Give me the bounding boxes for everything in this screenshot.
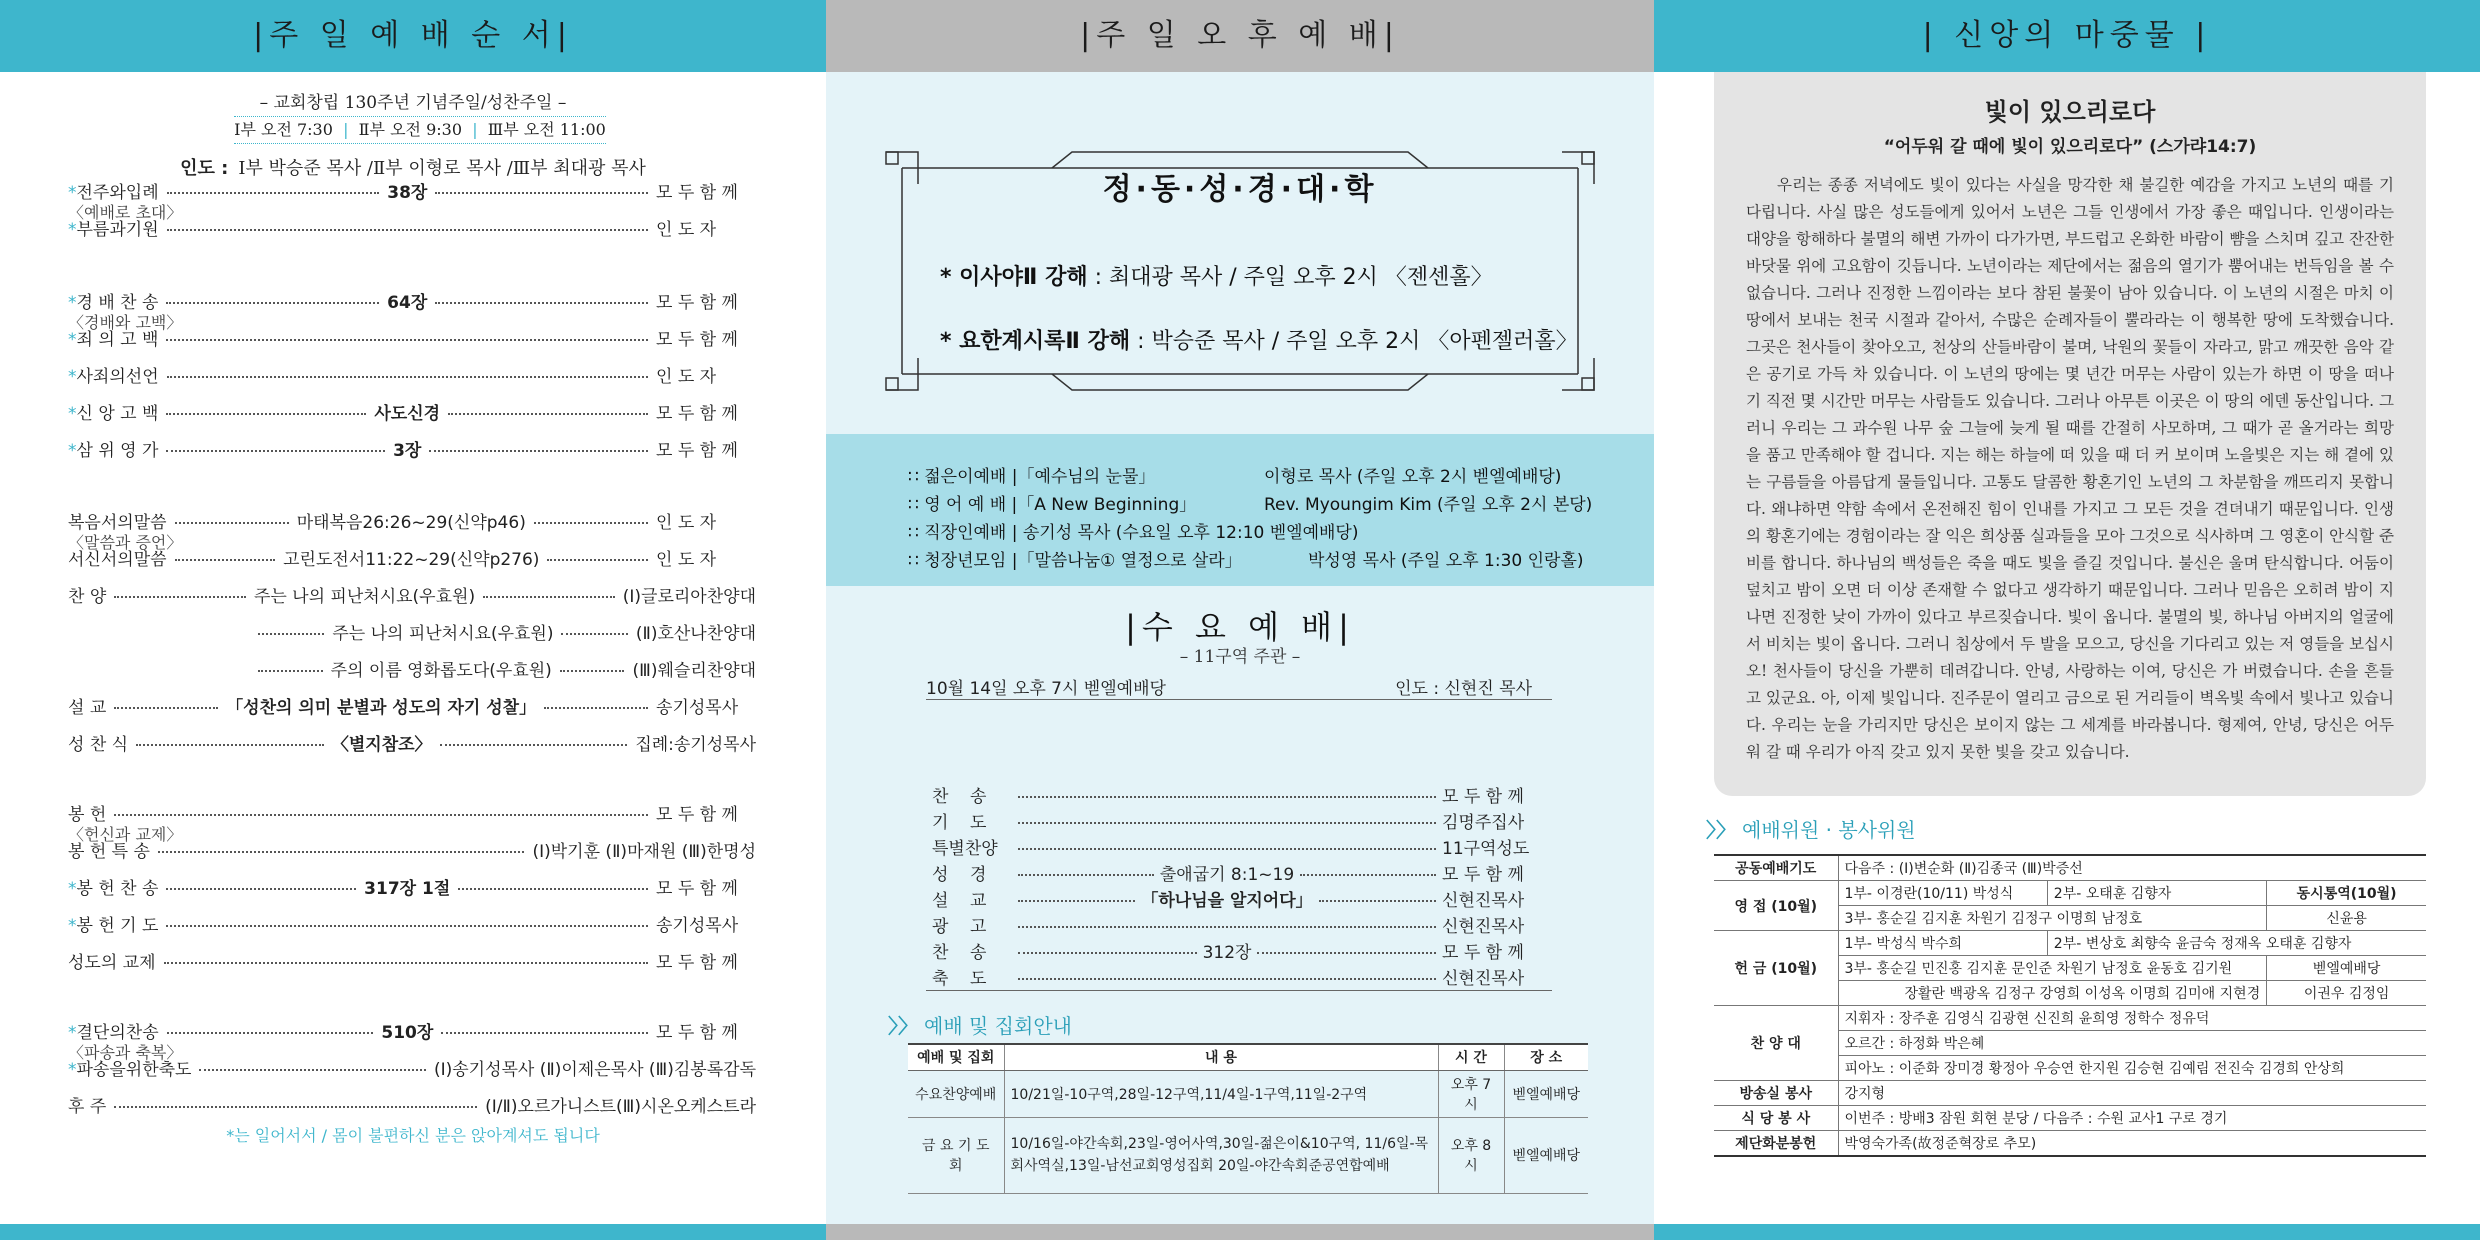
leader-dots	[441, 1032, 648, 1034]
order-row	[250, 655, 756, 681]
order-responsible: 모 두 함 께	[656, 1022, 738, 1043]
order-label-text: 복음서의말씀	[68, 512, 167, 533]
table-row	[1714, 1131, 2426, 1157]
order-label	[68, 582, 106, 607]
lecture-isaiah	[940, 260, 1493, 291]
leader-dots	[164, 962, 648, 964]
leader-dots	[258, 670, 323, 672]
wednesday-label: 찬 송	[932, 786, 987, 807]
leader-dots	[1300, 874, 1436, 876]
col-header: 시 간	[1438, 1044, 1504, 1070]
worship-order-header: |주 일 예 배 순 서|	[0, 0, 826, 72]
table-cell: 지휘자 : 장주훈 김영식 김광현 신진희 윤희영 정학수 정유덕	[1838, 1006, 2426, 1031]
leader-dots	[1257, 952, 1436, 954]
order-label-text: 사죄의선언	[76, 366, 159, 387]
band-lead: ∷ 직장인예배 | 송기성 목사 (수요일 오후 12:10 벧엘예배당)	[908, 523, 1359, 543]
standing-marker: *	[68, 1022, 77, 1043]
wednesday-responsible: 신현진목사	[1442, 916, 1525, 937]
leader-dots	[114, 1106, 477, 1108]
order-row	[68, 947, 756, 973]
order-label-text: 봉 헌 특 송	[68, 841, 150, 862]
band-right: Rev. Myoungim Kim (주일 오후 2시 본당)	[1264, 495, 1593, 515]
row-header: 헌 금 (10월)	[1714, 931, 1838, 1006]
standing-marker: *	[68, 219, 77, 240]
order-content: 주의 이름 영화롭도다(우효원)	[330, 660, 552, 681]
order-content: 마태복음26:26~29(신약p46)	[296, 512, 526, 533]
wednesday-service-sub: – 11구역 주관 –	[1179, 647, 1301, 667]
order-content: 317장 1절	[364, 878, 451, 899]
wednesday-responsible: 모 두 함 께	[1442, 864, 1524, 885]
lecture-isaiah-title: * 이사야Ⅱ 강해	[940, 265, 1088, 290]
order-content: 〈별지참조〉	[331, 734, 432, 755]
leader-dots	[1018, 900, 1135, 902]
row-header: 영 접 (10월)	[1714, 881, 1838, 931]
band-line	[908, 490, 1593, 515]
footer-bar	[1654, 1224, 2480, 1240]
band-lead: ∷ 영 어 예 배 |「A New Beginning」	[908, 495, 1197, 515]
meeting-table-header	[908, 1044, 1588, 1070]
standing-marker: *	[68, 878, 77, 899]
standing-marker: *	[68, 403, 77, 424]
leader-dots	[534, 522, 648, 524]
lecture-revelation-title: * 요한계시록Ⅱ 강해	[940, 329, 1131, 354]
row-header: 방송실 봉사	[1714, 1081, 1838, 1106]
order-row	[68, 507, 756, 533]
wednesday-row	[932, 782, 1546, 806]
table-row	[1714, 855, 2426, 881]
order-content: 38장	[387, 182, 428, 203]
order-label	[68, 508, 167, 533]
table-row	[908, 1070, 1588, 1117]
leader-dots	[166, 339, 648, 341]
row-header: 찬 양 대	[1714, 1006, 1838, 1081]
standing-marker: *	[68, 329, 77, 350]
service-time-1: Ⅰ부 오전 7:30	[234, 120, 333, 139]
wednesday-row	[932, 834, 1546, 858]
leader-dots	[561, 633, 627, 635]
table-row	[1714, 1106, 2426, 1131]
order-label	[68, 178, 159, 203]
leader-dots	[166, 888, 356, 890]
order-row	[68, 1017, 756, 1043]
meeting-time: 오후 7시	[1438, 1070, 1504, 1117]
order-label	[68, 693, 106, 718]
section-heading: 〈경배와 고백〉	[68, 313, 183, 332]
table-cell: 2부- 변상호 최향숙 윤금숙 정재옥 오태훈 김향자	[2047, 931, 2426, 956]
order-content: 510장	[381, 1022, 434, 1043]
table-cell: 오르간 : 하정화 박은혜	[1838, 1031, 2426, 1056]
table-cell: 1부- 이경란(10/11) 박성식	[1838, 881, 2047, 906]
row-header: 공동예배기도	[1714, 855, 1838, 881]
order-responsible: 집례:송기성목사	[635, 734, 756, 755]
order-row	[68, 910, 756, 936]
order-row	[68, 729, 756, 755]
table-cell: 3부- 홍순길 민진홍 김지훈 문인준 차원기 남정호 윤동호 김기원	[1838, 956, 2267, 981]
order-content: 주는 나의 피난처시요(우효원)	[332, 623, 554, 644]
leader-dots	[199, 1069, 425, 1071]
standing-marker: *	[68, 366, 77, 387]
devotion-column	[1654, 0, 2480, 1240]
order-content: 64장	[387, 292, 428, 313]
order-row	[68, 214, 756, 240]
table-cell: 벧엘예배당	[2267, 956, 2426, 981]
order-label	[68, 1092, 106, 1117]
leader-dots	[167, 229, 648, 231]
meeting-time: 오후 8시	[1438, 1117, 1504, 1193]
order-row	[68, 324, 756, 350]
order-responsible: (Ⅲ)웨슬리찬양대	[632, 660, 757, 681]
order-label-text: 성 찬 식	[68, 734, 129, 755]
order-label-text: 부름과기원	[76, 219, 159, 240]
wednesday-label: 광 고	[932, 916, 987, 937]
order-label-text: 삼 위 영 가	[76, 440, 159, 461]
order-content: 3장	[393, 440, 422, 461]
wednesday-label: 설 교	[932, 890, 987, 911]
order-row	[68, 435, 756, 461]
table-row	[1714, 1006, 2426, 1031]
order-responsible: 모 두 함 께	[656, 182, 738, 203]
order-label	[68, 837, 150, 862]
section-heading: 〈파송과 축복〉	[68, 1043, 183, 1062]
order-row	[68, 692, 756, 718]
meeting-content: 10/16일-야간속회,23일-영어사역,30일-젊은이&10구역, 11/6일-목회사역실,13일-남선교회영성집회 20일-야간속회준공연합예배	[1004, 1117, 1438, 1193]
order-responsible: (Ⅰ)송기성목사 (Ⅱ)이제은목사 (Ⅲ)김봉록감독	[433, 1059, 756, 1080]
lecture-isaiah-info: : 최대광 목사 / 주일 오후 2시 〈젠센홀〉	[1094, 265, 1493, 290]
footer-bar	[0, 1224, 826, 1240]
standing-marker: *	[68, 182, 77, 203]
order-label	[68, 1055, 191, 1080]
order-label	[68, 288, 158, 313]
order-responsible: (Ⅰ)박기훈 (Ⅱ)마재원 (Ⅲ)한명성	[532, 841, 756, 862]
wednesday-responsible: 모 두 함 께	[1442, 942, 1524, 963]
order-label	[68, 399, 158, 424]
order-label-text: 파송을위한축도	[76, 1059, 192, 1080]
devotion-box	[1714, 72, 2426, 796]
order-label-text: 죄 의 고 백	[76, 329, 159, 350]
order-responsible: (Ⅰ)글로리아찬양대	[622, 586, 756, 607]
order-row	[68, 361, 756, 387]
order-responsible: 모 두 함 께	[656, 952, 738, 973]
wednesday-row	[932, 860, 1546, 884]
order-row	[68, 873, 756, 899]
meeting-guide-heading	[888, 1010, 1072, 1039]
leader-dots	[560, 670, 625, 672]
table-cell: 장활란 백광옥 김정구 강영희 이성옥 이명희 김미애 지현경	[1838, 981, 2267, 1006]
afternoon-service-header: |주 일 오 후 예 배|	[826, 0, 1654, 72]
order-label	[68, 1018, 159, 1043]
devotion-header: | 신앙의 마중물 |	[1654, 0, 2480, 72]
table-cell: 1부- 박성식 박수희	[1838, 931, 2047, 956]
double-chevron-icon: 〉〉	[1706, 818, 1736, 842]
standing-marker: *	[68, 440, 77, 461]
order-label-text: 신 앙 고 백	[76, 403, 159, 424]
double-chevron-icon: 〉〉	[888, 1014, 918, 1038]
bible-college-frame	[882, 126, 1598, 416]
order-row	[68, 1054, 756, 1080]
wednesday-responsible: 신현진목사	[1442, 968, 1525, 989]
order-responsible: 송기성목사	[656, 697, 739, 718]
wednesday-label: 성 경	[932, 864, 987, 885]
order-responsible: (Ⅱ)호산나찬양대	[635, 623, 756, 644]
order-label	[68, 874, 158, 899]
wednesday-content: 312장	[1202, 942, 1252, 963]
order-label-text: 봉 헌 찬 송	[76, 878, 159, 899]
meeting-content: 10/21일-10구역,28일-12구역,11/4일-1구역,11일-2구역	[1004, 1070, 1438, 1117]
footer-bar	[826, 1224, 1654, 1240]
leader-dots	[544, 707, 648, 709]
table-row	[1714, 881, 2426, 906]
leader-dots	[1018, 796, 1436, 798]
leader-dots	[1018, 874, 1154, 876]
order-responsible: 모 두 함 께	[656, 440, 738, 461]
afternoon-band	[826, 434, 1654, 586]
table-cell: 피아노 : 이준화 장미경 황정아 우승연 한지원 김승현 김예림 전진숙 김경희 안상희	[1838, 1056, 2426, 1081]
wednesday-row	[932, 808, 1546, 832]
order-row	[68, 1091, 756, 1117]
order-row	[68, 836, 756, 862]
leader-dots	[1018, 952, 1197, 954]
wednesday-responsible: 김명주집사	[1442, 812, 1525, 833]
wednesday-row	[932, 912, 1546, 936]
afternoon-service-column	[826, 0, 1654, 1240]
order-label-text: 봉 헌	[68, 804, 107, 825]
wednesday-label: 특별찬양	[932, 838, 998, 859]
order-responsible: 모 두 함 께	[656, 329, 738, 350]
order-row	[68, 581, 756, 607]
staff-heading-label: 예배위원 · 봉사위원	[1742, 818, 1916, 842]
order-responsible: 모 두 함 께	[656, 804, 738, 825]
wednesday-service-info	[926, 672, 1552, 700]
leader-dots	[458, 888, 648, 890]
order-label	[68, 800, 106, 825]
leaders-names: Ⅰ부 박승준 목사 /Ⅱ부 이형로 목사 /Ⅲ부 최대광 목사	[238, 158, 646, 179]
leader-dots	[448, 413, 648, 415]
time-separator: |	[467, 120, 483, 139]
order-label	[68, 948, 156, 973]
order-label-text: 전주와입례	[76, 182, 159, 203]
order-label	[68, 215, 159, 240]
leader-dots	[429, 450, 648, 452]
leader-dots	[114, 814, 648, 816]
bible-college-title: 정·동·성·경·대·학	[1102, 172, 1378, 207]
wednesday-leader: 인도 : 신현진 목사	[1395, 679, 1532, 699]
table-cell: 이권우 김정임	[2267, 981, 2426, 1006]
row-header: 식 당 봉 사	[1714, 1106, 1838, 1131]
wednesday-responsible: 신현진목사	[1442, 890, 1525, 911]
order-label-text: 설 교	[68, 697, 107, 718]
leaders-label: 인도 :	[180, 158, 229, 179]
wednesday-label: 찬 송	[932, 942, 987, 963]
band-line	[908, 546, 1584, 571]
order-content: 「성찬의 의미 분별과 성도의 자기 성찰」	[226, 697, 537, 718]
lecture-revelation-info: : 박승준 목사 / 주일 오후 2시 〈아펜젤러홀〉	[1137, 329, 1578, 354]
leader-dots	[158, 851, 525, 853]
section-heading: 〈헌신과 교제〉	[68, 825, 183, 844]
leader-dots	[1018, 848, 1436, 850]
leader-dots	[114, 596, 246, 598]
wednesday-label: 축 도	[932, 968, 987, 989]
table-cell: 신윤용	[2267, 906, 2426, 931]
meeting-guide-label: 예배 및 집회안내	[924, 1014, 1072, 1038]
service-times	[234, 116, 606, 144]
wednesday-datetime: 10월 14일 오후 7시 벧엘예배당	[926, 679, 1166, 699]
meeting-place: 벧엘예배당	[1504, 1117, 1588, 1193]
order-row	[68, 544, 756, 570]
standing-marker: *	[68, 1059, 77, 1080]
leader-dots	[167, 192, 380, 194]
wednesday-row	[932, 886, 1546, 910]
staff-table	[1714, 854, 2426, 1157]
order-content: 주는 나의 피난처시요(우효원)	[253, 586, 476, 607]
service-time-2: Ⅱ부 오전 9:30	[358, 120, 463, 139]
standing-note: *는 일어서서 / 몸이 불편하신 분은 앉아계셔도 됩니다	[226, 1126, 600, 1145]
order-responsible: 인 도 자	[656, 512, 717, 533]
order-content: 고린도전서11:22~29(신약p276)	[283, 549, 540, 570]
leader-dots	[166, 925, 648, 927]
staff-heading	[1706, 814, 1916, 843]
order-responsible: 모 두 함 께	[656, 403, 738, 424]
meeting-table	[908, 1043, 1588, 1194]
order-label-text: 봉 헌 기 도	[76, 915, 159, 936]
leader-dots	[136, 744, 324, 746]
section-heading: 〈예배로 초대〉	[68, 203, 183, 222]
leader-dots	[1018, 926, 1436, 928]
order-label	[68, 436, 158, 461]
order-responsible: 인 도 자	[656, 549, 717, 570]
band-line	[908, 462, 1562, 487]
wednesday-responsible: 11구역성도	[1442, 838, 1530, 859]
leader-dots	[166, 450, 385, 452]
leader-dots	[483, 596, 615, 598]
table-row	[908, 1117, 1588, 1193]
meeting-name: 금 요 기 도 회	[908, 1117, 1004, 1193]
devotion-verse: “어두워 갈 때에 빛이 있으리로다” (스가랴14:7)	[1883, 137, 2257, 157]
leader-dots	[166, 413, 366, 415]
devotion-title: 빛이 있으리로다	[1984, 98, 2156, 126]
table-cell: 이번주 : 방배3 잠원 회현 분당 / 다음주 : 수원 교사1 구로 경기	[1838, 1106, 2426, 1131]
worship-order-body	[0, 72, 826, 1222]
wednesday-content: 「하나님을 알지어다」	[1141, 890, 1313, 911]
leader-dots	[1018, 978, 1436, 980]
leader-dots	[1018, 822, 1436, 824]
order-label-text: 찬 양	[68, 586, 107, 607]
leader-dots	[1319, 900, 1436, 902]
table-row	[1714, 1081, 2426, 1106]
band-lead: ∷ 청장년모임 |「말씀나눔① 열정으로 살라」	[908, 551, 1242, 571]
wednesday-service-title: |수 요 예 배|	[1125, 608, 1355, 646]
table-cell: 3부- 홍순길 김지훈 차원기 김정구 이명희 남정호	[1838, 906, 2267, 931]
order-responsible: (Ⅰ/Ⅱ)오르가니스트(Ⅲ)시온오케스트라	[485, 1096, 756, 1117]
meeting-place: 벧엘예배당	[1504, 1070, 1588, 1117]
leader-dots	[440, 744, 628, 746]
table-cell: 2부- 오태훈 김향자	[2047, 881, 2266, 906]
order-row	[68, 799, 756, 825]
order-responsible: 인 도 자	[656, 219, 717, 240]
order-row	[250, 618, 756, 644]
leader-dots	[175, 522, 289, 524]
leader-dots	[114, 707, 218, 709]
order-label	[68, 911, 158, 936]
wednesday-row	[932, 964, 1546, 988]
wednesday-bottom-rule	[926, 990, 1552, 991]
service-time-3: Ⅲ부 오전 11:00	[487, 120, 606, 139]
table-cell: 강지형	[1838, 1081, 2426, 1106]
time-separator: |	[338, 120, 354, 139]
standing-marker: *	[68, 292, 77, 313]
order-row	[68, 177, 756, 203]
leader-dots	[175, 559, 276, 561]
wednesday-label: 기 도	[932, 812, 987, 833]
order-row	[68, 398, 756, 424]
order-label	[68, 730, 128, 755]
wednesday-content: 출애굽기 8:1~19	[1159, 864, 1295, 885]
section-heading: 〈말씀과 증언〉	[68, 533, 183, 552]
table-row	[1714, 931, 2426, 956]
leader-dots	[166, 302, 379, 304]
table-cell: 박영숙가족(故정준혁장로 추모)	[1838, 1131, 2426, 1157]
leader-dots	[167, 1032, 374, 1034]
table-cell: 다음주 : (Ⅰ)변순화 (Ⅱ)김종국 (Ⅲ)박증선	[1838, 855, 2426, 881]
devotion-body: 우리는 종종 저녁에도 빛이 있다는 사실을 망각한 채 불길한 예감을 가지고 노년의 때를 기다립니다. 사실 많은 성도들에게 있어서 노년은 그들 인생에서 가장 좋은 때입니다. 인생이라는 대양을 항해하다 불멸의 해변 가까이 다가가면, 부드럽고 온화한 바람이 뺨을 스치며 깊고 잔잔한 바닷물 위에 고요함이 깃듭니다. 노년이라는 제단에서는 젊음의 열기가 뿜어내는 번득임을 볼 수 없습니다. 그러나 진정한 느낌이라는 보다 참된 불꽃이 남아 있습니다. 이 노년의 시절은 마치 이 땅에서 보내는 천국 시절과 같아서, 수많은 순례자들이 뿔라라는 이 행복한 땅에 도착했습니다. 그곳은 천사들이 찾아오고, 천상의 산들바람이 불며, 낙원의 꽃들이 자라고, 맑고 깨끗한 음악 같은 공기로 가득 차 있습니다. 이 노년의 땅에는 몇 년간 머무는 사람이 있는가 하면 이 땅을 떠나기 직전 몇 시간만 머무는 사람들도 있습니다. 그러나 아무튼 이곳은 이 땅의 에덴 동산입니다. 그러니 우리는 그 과수원 나무 숲 그늘에 늦게 될 때를 간절히 사모하며, 그 때가 곧 올거라는 희망을 품고 만족해야 할 겁니다. 지는 해는 하늘에 떠 있을 때 더 커 보이며 노을빛은 지는 해 곁에 있는 구름들을 아름답게 물들입니다. 고통도 달콤한 황혼기인 노년의 그 차분함을 깨뜨리지 못합니다. 왜냐하면 약함 속에서 온전해진 힘이 인내를 가지고 그 모든 것을 견뎌내기 때문입니다. 인생의 황혼기에는 경험이라는 잘 익은 희상품 실과들을 모아 그것으로 식사하며 그 영혼이 안식할 준비를 합니다. 하나님의 백성들은 죽을 때도 빛을 즐길 것입니다. 불신은 울며 탄식합니다. 어둠이 덮치고 밤이 오면 더 이상 존재할 수 없다고 생각하기 때문입니다. 그러나 믿음은 오히려 밤이 지나면 진정한 낮이 가까이 있다고 부르짖습니다. 빛이 옵니다. 불멸의 빛, 하나님 아버지의 얼굴에서 비치는 빛이 옵니다. 그러니 침상에서 두 발을 모으고, 당신을 기다리고 있는 저 영들을 보십시오! 천사들이 당신을 가뿐히 데려갑니다. 안녕, 사랑하는 이여, 당신은 가 버렸습니다. 손을 흔들고 있군요. 아, 이제 빛입니다. 진주문이 열리고 금으로 된 거리들이 벽옥빛 속에서 빛나고 있습니다. 우리는 눈을 가리지만 당신은 보이지 않는 그 세계를 바라봅니다. 형제여, 안녕, 당신은 어두워 갈 때 우리가 아직 갖고 있지 못한 빛을 갖고 있습니다.	[1746, 176, 2395, 761]
order-responsible: 인 도 자	[656, 366, 717, 387]
order-label	[68, 325, 158, 350]
order-responsible: 송기성목사	[656, 915, 739, 936]
order-label-text: 결단의찬송	[76, 1022, 159, 1043]
leader-dots	[435, 192, 648, 194]
leader-dots	[258, 633, 324, 635]
row-header: 제단화분봉헌	[1714, 1131, 1838, 1157]
order-label-text: 후 주	[68, 1096, 107, 1117]
standing-marker: *	[68, 915, 77, 936]
order-row	[68, 287, 756, 313]
col-header: 장 소	[1504, 1044, 1588, 1070]
order-content: 사도신경	[374, 403, 441, 424]
order-label-text: 서신서의말씀	[68, 549, 167, 570]
order-responsible: 모 두 함 께	[656, 292, 738, 313]
order-label	[68, 545, 167, 570]
lecture-revelation	[940, 324, 1578, 355]
col-header: 예배 및 집회	[908, 1044, 1004, 1070]
order-label-text: 성도의 교제	[68, 952, 156, 973]
band-lead: ∷ 젊은이예배 |「예수님의 눈물」	[908, 467, 1156, 487]
worship-order-column	[0, 0, 826, 1240]
leader-dots	[167, 376, 648, 378]
band-right: 박성영 목사 (주일 오후 1:30 인랑홀)	[1308, 551, 1584, 571]
wednesday-responsible: 모 두 함 께	[1442, 786, 1524, 807]
order-label-text: 경 배 찬 송	[76, 292, 159, 313]
col-header: 내 용	[1004, 1044, 1438, 1070]
order-label	[68, 362, 159, 387]
leader-dots	[435, 302, 648, 304]
band-right: 이형로 목사 (주일 오후 2시 벧엘예배당)	[1264, 467, 1562, 487]
anniversary-subtitle: – 교회창립 130주년 기념주일/성찬주일 –	[259, 93, 567, 113]
meeting-name: 수요찬양예배	[908, 1070, 1004, 1117]
table-cell: 동시통역(10월)	[2267, 881, 2426, 906]
order-responsible: 모 두 함 께	[656, 878, 738, 899]
wednesday-row	[932, 938, 1546, 962]
leader-dots	[547, 559, 648, 561]
band-line	[908, 518, 1358, 543]
